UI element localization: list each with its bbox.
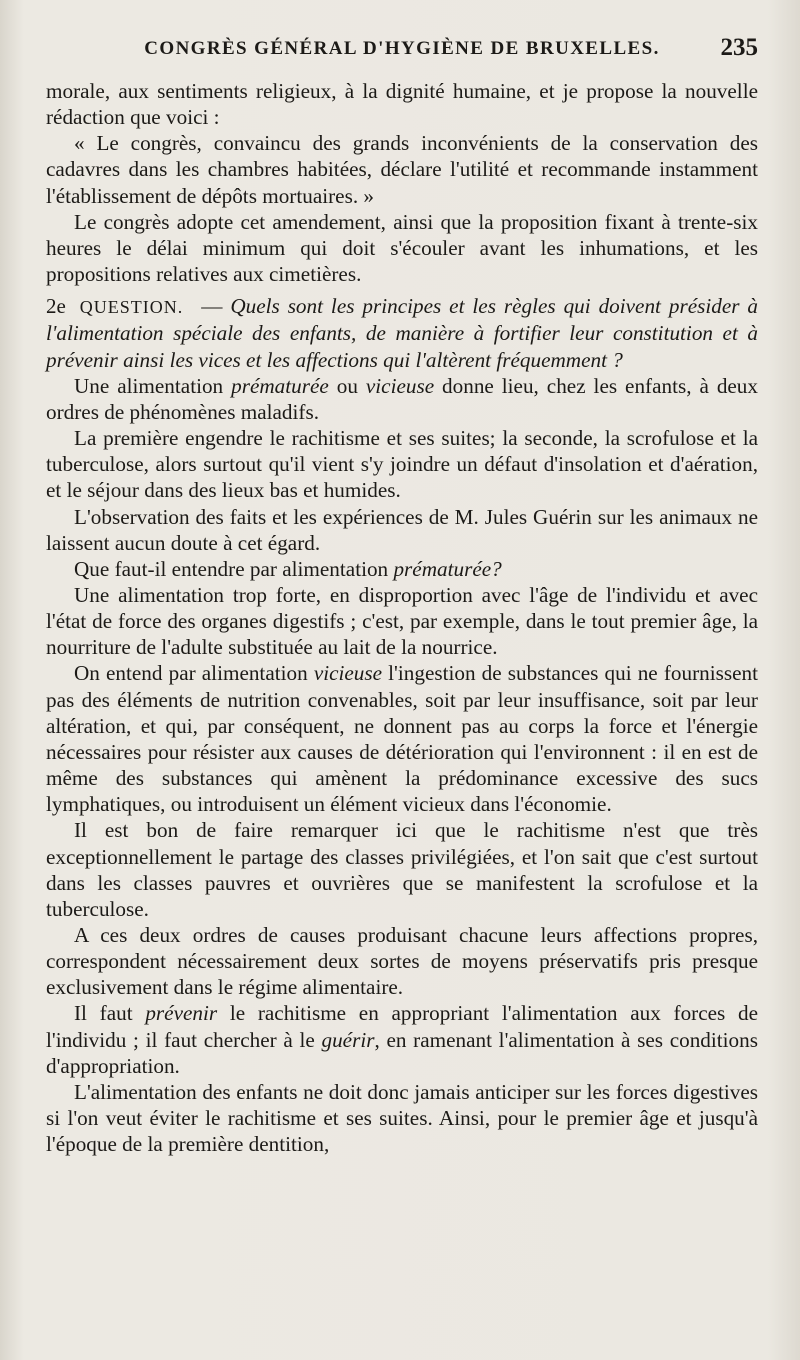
paragraph-11: A ces deux ordres de causes produisant chacune leurs affections propres, correspondent nécessairement deux sortes de moyens préservatifs pris presque exclusivement dans le régime alimentaire.: [46, 923, 758, 1000]
running-title: CONGRÈS GÉNÉRAL D'HYGIÈNE DE BRUXELLES.: [144, 38, 660, 59]
paragraph-6: L'observation des faits et les expériences de M. Jules Guérin sur les animaux ne laissent aucun doute à cet égard.: [46, 504, 758, 555]
p12-text-b: le rachitisme en appropriant l'alimentation aux forces de l'individu ; il faut chercher à le: [46, 1001, 759, 1052]
paragraph-7: [46, 556, 758, 582]
p12-text-a: Il faut: [74, 1001, 146, 1026]
p7-text-a: Que faut-il entendre par alimentation: [74, 556, 394, 581]
paragraph-1: morale, aux sentiments religieux, à la dignité humaine, et je propose la nouvelle rédaction que voici :: [46, 79, 758, 130]
p9-emphasis: vicieuse: [313, 661, 383, 686]
p7-emphasis: prématurée?: [393, 556, 502, 581]
question-number: 2e: [46, 294, 66, 319]
page-number: 235: [720, 34, 758, 61]
page-body: [46, 78, 758, 1157]
p4-text-c: donne lieu, chez les enfants, à deux ordres de phénomènes maladifs.: [46, 373, 758, 424]
p9-text-b: l'ingestion de substances qui ne fournissent pas des éléments de nutrition convenables, soit par leur insuffisance, soit par leur altération, et qui, par conséquent, ne donnent pas au corps la force et l'énergie nécessaires pour résister aux causes de détérioration qui l'environnent : il en est de même des substances qui amènent la prédominance excessive des sucs lymphatiques, ou introduisent un élément vicieux dans l'économie.: [46, 661, 758, 817]
p4-emphasis-2: vicieuse: [365, 373, 435, 398]
paragraph-13: L'alimentation des enfants ne doit donc jamais anticiper sur les forces digestives si l'on veut éviter le rachitisme et ses suites. Ainsi, pour le premier âge et jusqu'à l'époque de la première dentition,: [46, 1079, 758, 1157]
paragraph-8: Une alimentation trop forte, en disproportion avec l'âge de l'individu et avec l'état de force des organes digestifs ; c'est, par exemple, dans le tout premier âge, la nourriture de l'adulte substituée au lait de la nourrice.: [46, 582, 758, 660]
question-text: Quels sont les principes et les règles qui doivent présider à l'alimentation spéciale des enfants, de manière à fortifier leur constitution et à prévenir ainsi les vices et les affections qui l'altèrent fréquemment ?: [46, 294, 759, 372]
question-label: QUESTION.: [79, 297, 184, 318]
question-dash: —: [201, 294, 223, 319]
page-header: [46, 34, 758, 78]
paragraph-9: [46, 660, 758, 817]
p12-text-c: , en ramenant l'alimentation à ses conditions d'appropriation.: [46, 1027, 758, 1078]
paragraph-4: [46, 373, 758, 425]
p4-emphasis-1: prématurée: [231, 373, 329, 398]
p4-text-a: Une alimentation: [74, 373, 232, 398]
p12-emphasis-2: guérir: [321, 1027, 375, 1052]
p9-text-a: On entend par alimentation: [74, 661, 314, 686]
question-heading: [46, 293, 758, 372]
paragraph-3: Le congrès adopte cet amendement, ainsi que la proposition fixant à trente-six heures le délai minimum qui doit s'écouler avant les inhumations, et les propositions relatives aux cimetières.: [46, 209, 758, 287]
p12-emphasis-1: prévenir: [145, 1001, 218, 1026]
paragraph-quote: « Le congrès, convaincu des grands inconvénients de la conservation des cadavres dans les chambres habitées, déclare l'utilité et recommande instamment l'établissement de dépôts mortuaires. »: [46, 131, 758, 208]
p4-text-b: ou: [328, 373, 366, 398]
paragraph-5: La première engendre le rachitisme et ses suites; la seconde, la scrofulose et la tuberculose, alors surtout qu'il vient s'y joindre un défaut d'insolation et d'aération, et le séjour dans des lieux bas et humides.: [46, 426, 758, 503]
paragraph-10: Il est bon de faire remarquer ici que le rachitisme n'est que très exceptionnellement le partage des classes privilégiées, et l'on sait que c'est surtout dans les classes pauvres et ouvrières que se manifestent la scrofulose et la tuberculose.: [46, 818, 758, 921]
paragraph-12: [46, 1000, 758, 1078]
